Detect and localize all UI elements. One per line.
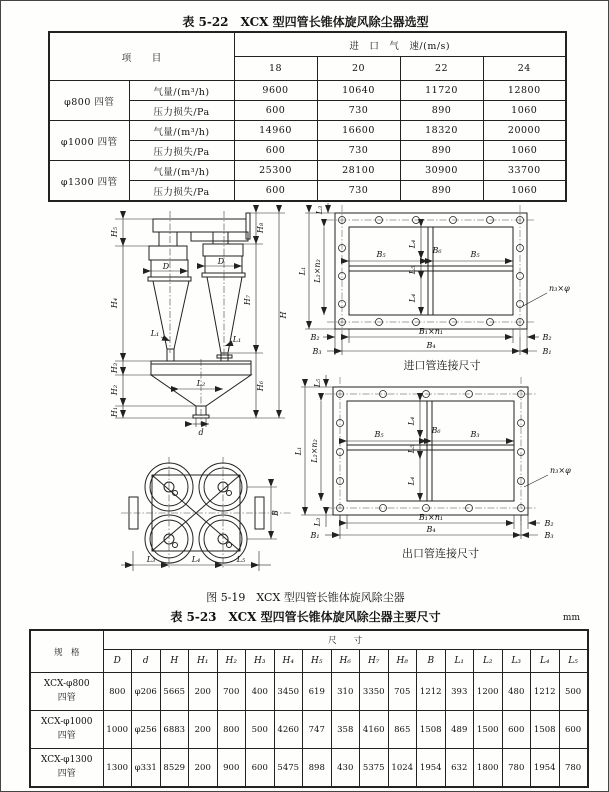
col-header: H [160,650,189,673]
col-header: H₆ [331,650,360,673]
value-cell: 890 [400,101,483,121]
table-5-22-caption: 表 5-22 XCX 型四管长锥体旋风除尘器选型 [182,15,429,29]
flange-structure [335,213,527,329]
dim-label-h: H [279,311,288,319]
value-cell: 632 [445,749,474,788]
row-label: 压力损失/Pa [129,181,234,202]
row-label: 气量/(m³/h) [129,81,234,101]
value-cell: 500 [559,673,588,711]
spec-cell [30,749,103,788]
dim-label-l1-right: L₁ [232,335,242,344]
value-cell: 4260 [274,711,303,749]
value-cell: 25300 [234,161,317,181]
table-5-23 [29,629,589,788]
value-cell: 705 [388,673,417,711]
value-cell: 5375 [360,749,389,788]
value-cell: 18320 [400,121,483,141]
col-header: H₅ [303,650,332,673]
value-cell: 600 [502,711,531,749]
col-header: H₇ [360,650,389,673]
dim-label-b3-inner: B₃ [470,430,480,439]
value-cell: 430 [331,749,360,788]
dim-label-l5: L₅ [236,555,246,564]
dim-label-l5: L₅ [408,265,417,275]
dim-label-d-right: D [217,257,225,266]
dims-header: 尺 寸 [103,630,588,650]
col-header: L₁ [445,650,474,673]
value-cell: 1000 [103,711,132,749]
col-header: L₄ [531,650,560,673]
dim-label-h3: H₃ [110,362,119,374]
value-cell: 600 [234,181,317,202]
dim-label-h7: H₇ [243,294,252,306]
value-cell: 3450 [274,673,303,711]
dim-label-b2-right: B₂ [542,333,552,342]
value-cell: 600 [559,711,588,749]
dim-label-b1n1: B₁×n₁ [418,327,444,336]
value-cell: 747 [303,711,332,749]
value-cell: 1060 [483,141,566,161]
dim-label-b: B [271,510,280,516]
dim-label-h8: H₈ [256,222,265,234]
col-header: D [103,650,132,673]
value-cell: 14960 [234,121,317,141]
centerlines [325,377,536,525]
table-row [30,711,588,749]
spec-line-2: 四管 [57,730,76,741]
value-cell: 1500 [474,711,503,749]
figure-caption: 图 5-19 XCX 型四管长锥体旋风除尘器 [206,591,405,604]
value-cell: 200 [189,673,218,711]
outlet-flange-drawing [293,375,588,543]
dim-label-l4: L₄ [191,555,201,564]
dim-label-h4: H₄ [110,297,119,309]
dim-label-l4-lower: L₄ [407,476,416,486]
dim-label-l4-upper: L₄ [407,416,416,426]
value-cell: 8529 [160,749,189,788]
spec-cell [30,673,103,711]
value-cell: 1200 [474,673,503,711]
dim-label-l3-bottom: L₃ [313,517,322,527]
value-cell: 358 [331,711,360,749]
value-cell: 480 [502,673,531,711]
table-row [30,749,588,788]
table-5-22 [48,31,567,202]
value-cell: 730 [317,101,400,121]
col-header: L₃ [502,650,531,673]
value-cell: 30900 [400,161,483,181]
spec-cell: φ800 四管 [49,81,129,121]
dim-label-l4-lower: L₄ [408,293,417,303]
dim-label-l3: L₃ [315,205,324,215]
spec-header: 规 格 [30,630,103,673]
outlet-caption: 出口管连接尺寸 [402,547,479,560]
row-label: 气量/(m³/h) [129,161,234,181]
value-cell: 600 [246,749,275,788]
value-cell: 200 [189,711,218,749]
value-cell: 700 [217,673,246,711]
value-cell: 800 [103,673,132,711]
col-header: 20 [317,57,400,81]
spec-cell: φ1000 四管 [49,121,129,161]
value-cell: 619 [303,673,332,711]
col-header: H₂ [217,650,246,673]
spec-line-1: XCX-φ1000 [41,717,93,727]
dim-label-l2n2: L₂×n₂ [310,439,319,463]
value-cell: 1508 [417,711,446,749]
col-header: H₁ [189,650,218,673]
value-cell: 400 [246,673,275,711]
value-cell: 5665 [160,673,189,711]
value-cell: 890 [400,181,483,202]
row-label: 压力损失/Pa [129,101,234,121]
dim-label-l3: L₃ [146,555,156,564]
dimension-lines [115,213,285,427]
value-cell: 865 [388,711,417,749]
dim-label-h2: H₂ [110,384,119,396]
value-cell: 780 [502,749,531,788]
row-label: 气量/(m³/h) [129,121,234,141]
value-cell: 1024 [388,749,417,788]
dim-label-h1: H₁ [110,406,119,418]
col-header: B [417,650,446,673]
col-header: H₄ [274,650,303,673]
spec-cell [30,711,103,749]
dim-label-b6: B₆ [431,426,441,435]
col-header: d [132,650,161,673]
dim-label-b1: B₁ [310,531,320,540]
value-cell: 393 [445,673,474,711]
value-cell: 33700 [483,161,566,181]
dim-label-h5: H₅ [110,226,119,238]
front-view-drawing [93,203,298,451]
dim-label-b1n1: B₁×n₁ [418,513,444,522]
value-cell: 1954 [417,749,446,788]
dim-label-l1: L₁ [298,266,307,276]
dim-label-d-left: D [162,262,170,271]
dim-label-l2: L₂ [196,379,206,388]
inlet-caption: 进口管连接尺寸 [403,359,481,372]
table-row [49,121,566,141]
value-cell: 600 [234,101,317,121]
dim-label-l2n2: L₂×n₂ [313,259,322,283]
value-cell: 10640 [317,81,400,101]
value-cell: 1954 [531,749,560,788]
col-header: 22 [400,57,483,81]
centerlines [121,457,291,569]
value-cell: 28100 [317,161,400,181]
value-cell: 1060 [483,181,566,202]
value-cell: 898 [303,749,332,788]
table-row [49,81,566,101]
value-cell: 900 [217,749,246,788]
dim-label-b5-right: B₅ [470,250,480,259]
value-cell: 1060 [483,101,566,121]
spec-cell: φ1300 四管 [49,161,129,202]
dim-label-b4: B₄ [426,525,436,534]
inlet-flange-drawing [297,203,587,359]
col-header: L₂ [474,650,503,673]
dim-label-n3phi: n₃×φ [549,284,570,293]
table-row [30,650,588,673]
col-header: H₈ [388,650,417,673]
value-cell: 1800 [474,749,503,788]
dim-label-h6: H₆ [256,380,265,392]
col-header: 18 [234,57,317,81]
value-cell: 16600 [317,121,400,141]
col-header: H₃ [246,650,275,673]
dim-label-b3: B₃ [312,347,322,356]
value-cell: 800 [217,711,246,749]
flange-structure [333,387,528,515]
dim-label-n3phi: n₃×φ [550,466,571,475]
value-cell: 11720 [400,81,483,101]
value-cell: 600 [234,141,317,161]
table-row [49,32,566,57]
dim-label-l5-mid: L₅ [407,444,416,454]
value-cell: 1508 [531,711,560,749]
value-cell: 1212 [531,673,560,711]
value-cell: 500 [246,711,275,749]
spec-line-2: 四管 [57,692,76,703]
table-5-23-caption: 表 5-23 XCX 型四管长锥体旋风除尘器主要尺寸 [170,610,441,624]
value-cell: 20000 [483,121,566,141]
table-row [49,161,566,181]
dim-label-l1-left: L₁ [150,329,160,338]
value-cell: φ331 [132,749,161,788]
dim-label-b5: B₅ [374,430,384,439]
value-cell: 5475 [274,749,303,788]
value-cell: 9600 [234,81,317,101]
item-header: 项 目 [49,32,234,81]
col-header: 24 [483,57,566,81]
col-header: L₅ [559,650,588,673]
value-cell: 1300 [103,749,132,788]
dim-label-b5-left: B₅ [376,250,386,259]
value-cell: 4160 [360,711,389,749]
value-cell: 1212 [417,673,446,711]
row-label: 压力损失/Pa [129,141,234,161]
value-cell: 200 [189,749,218,788]
dim-label-b1: B₁ [542,347,552,356]
value-cell: 780 [559,749,588,788]
spec-line-1: XCX-φ1300 [41,755,93,765]
value-cell: 3350 [360,673,389,711]
dim-label-l4-upper: L₄ [408,239,417,249]
value-cell: 489 [445,711,474,749]
centerlines [170,211,224,425]
dim-label-b3: B₃ [544,531,554,540]
value-cell: 6883 [160,711,189,749]
dim-label-d-small: d [198,428,204,437]
value-cell: φ256 [132,711,161,749]
inlet-velocity-header: 进 口 气 速/(m/s) [234,32,566,57]
value-cell: φ206 [132,673,161,711]
dim-label-b2: B₂ [544,519,554,528]
value-cell: 730 [317,181,400,202]
table-row [30,630,588,650]
value-cell: 310 [331,673,360,711]
dim-label-l5-top: L₅ [313,378,322,388]
spec-line-2: 四管 [57,768,76,779]
bolt-holes [337,391,525,512]
value-cell: 890 [400,141,483,161]
top-view-drawing [119,451,294,581]
spec-line-1: XCX-φ800 [43,679,90,689]
dim-label-l1: L₁ [294,446,303,456]
table-row [30,673,588,711]
dim-label-b4: B₄ [426,341,436,350]
value-cell: 12800 [483,81,566,101]
dim-label-b6: B₆ [432,246,442,255]
dim-label-b2-left: B₂ [310,333,320,342]
unit-label: mm [562,613,580,623]
value-cell: 730 [317,141,400,161]
